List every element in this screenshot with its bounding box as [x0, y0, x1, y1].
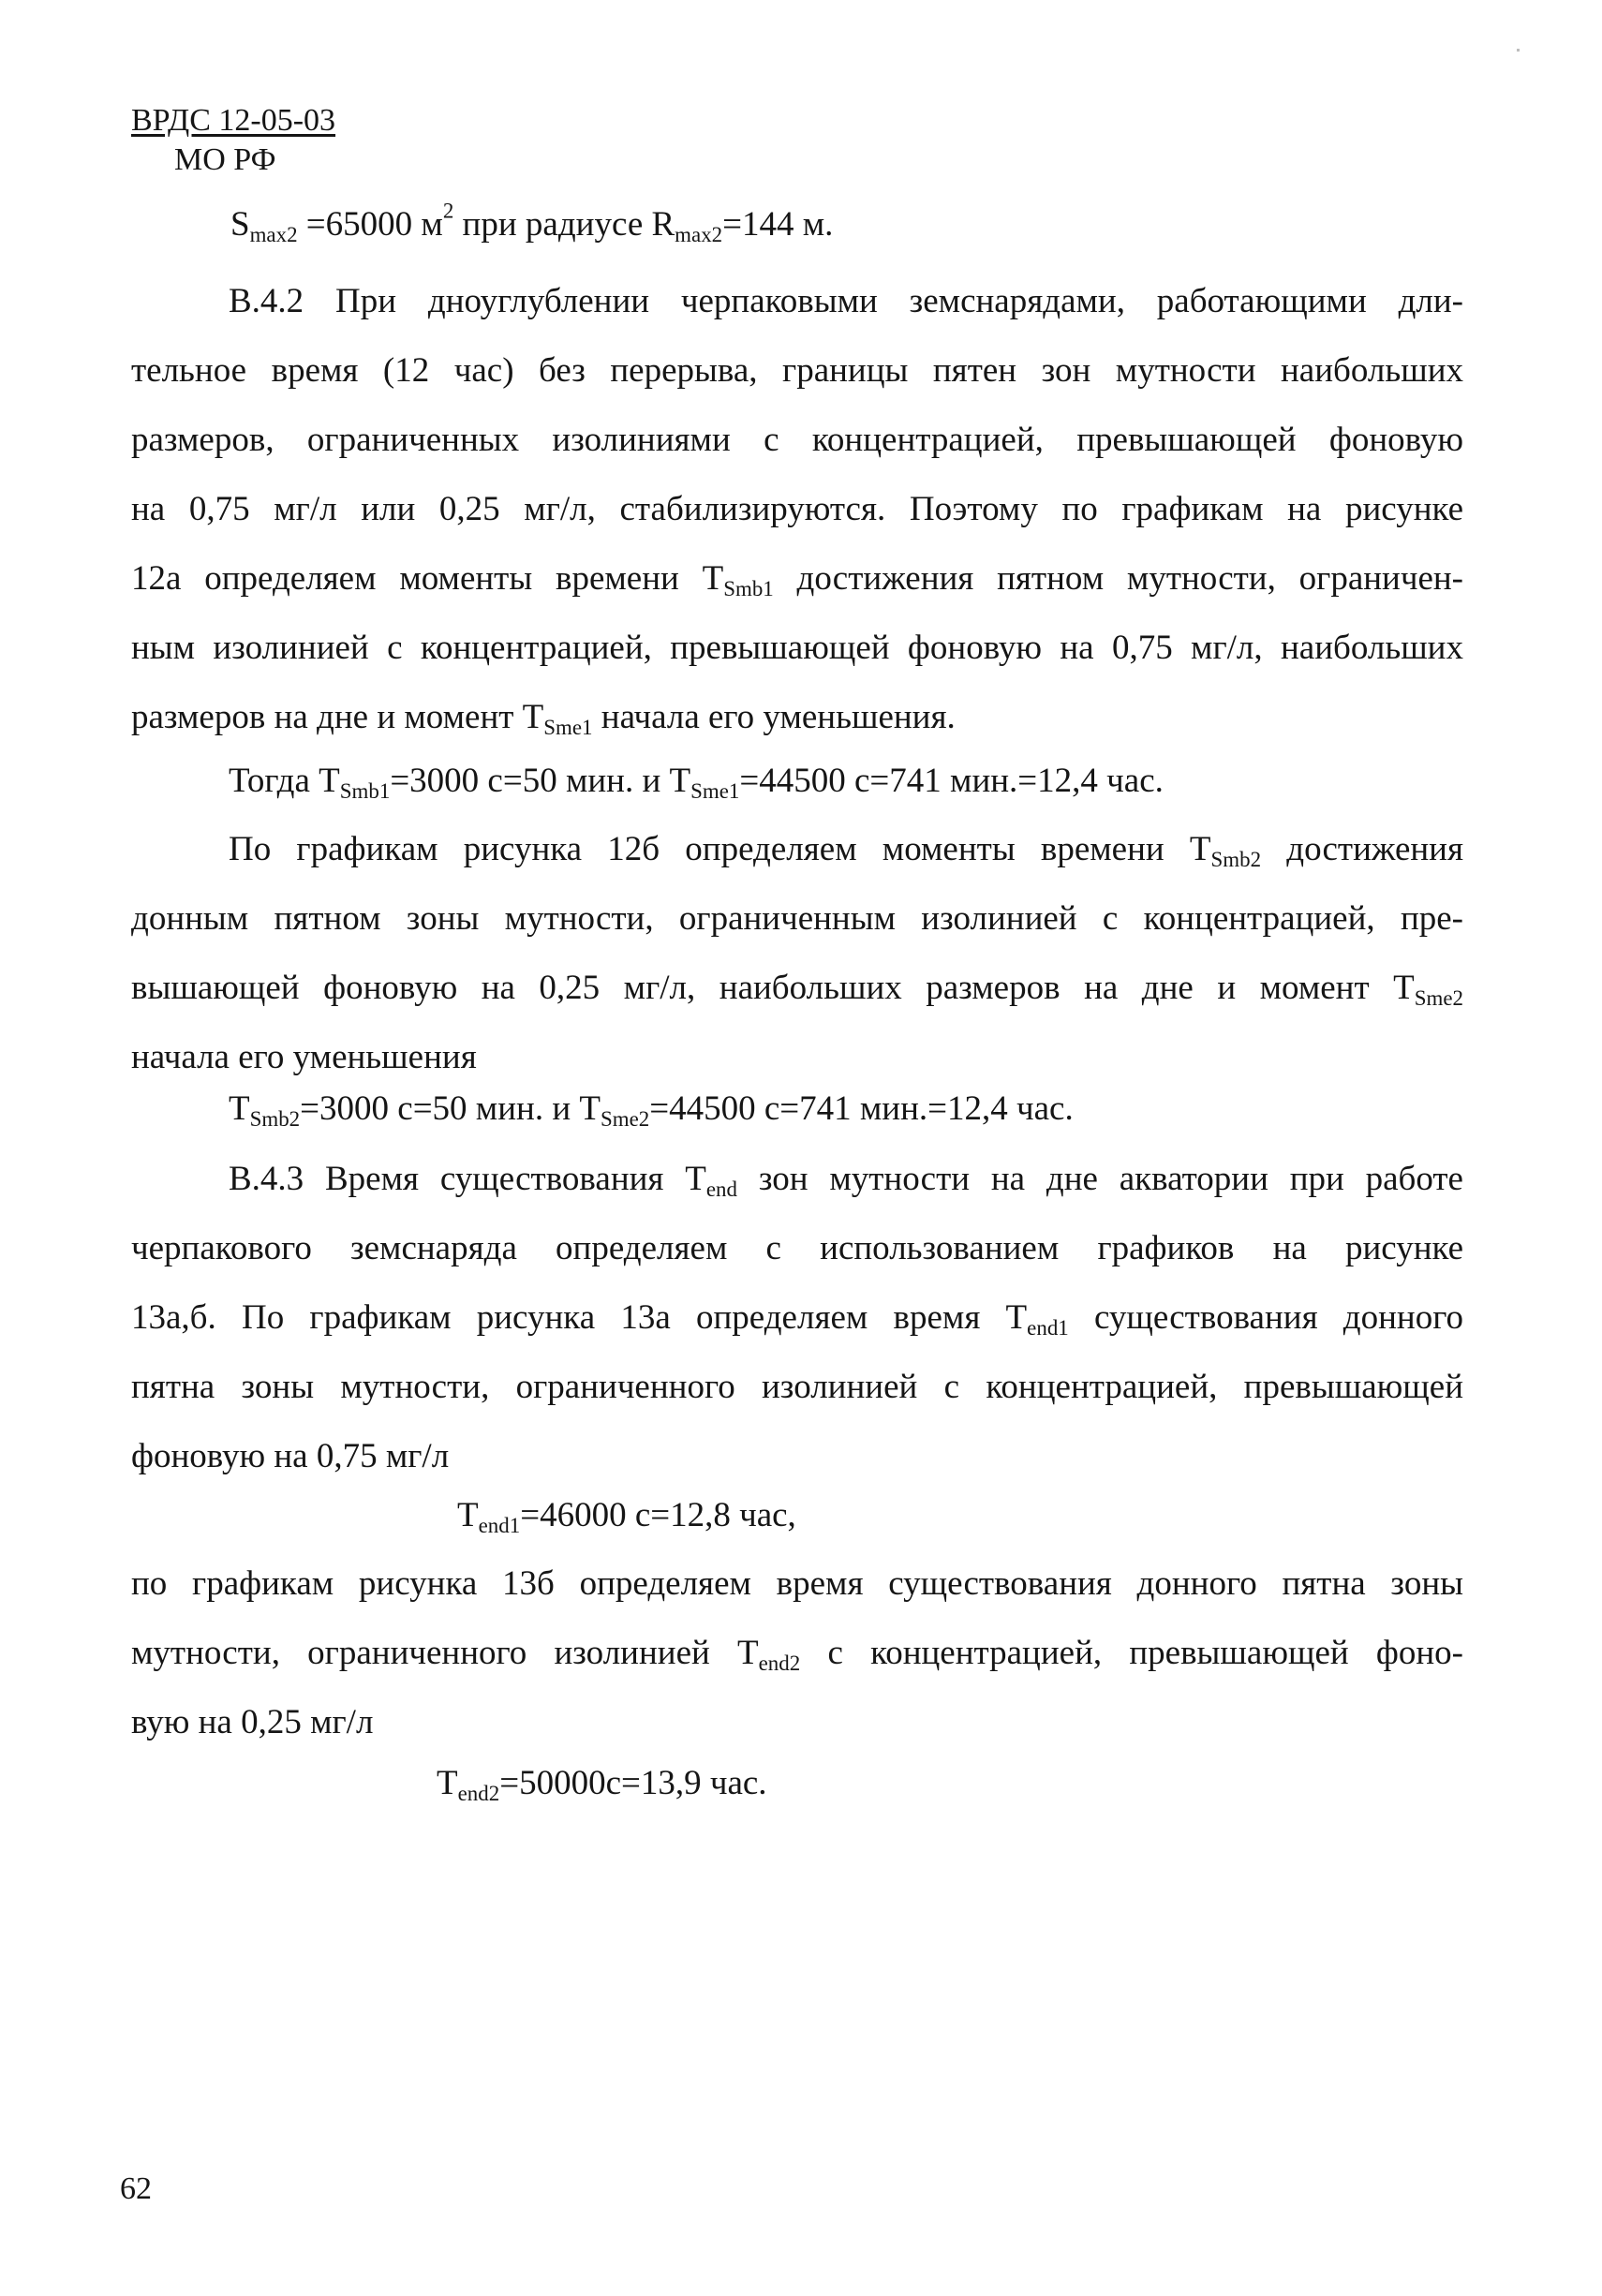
- paragraph-fig13b: по графикам рисунка 13б определяем время существования донного пятна зоны мутности, ограниченного изолинией $T_{end2}$ с концентрацией, превышающей фоно- вую на 0,25 мг/л: [131, 1564, 1464, 1741]
- equation-tend2: $T_{end2}=50000с=13,9$ час.: [437, 1764, 767, 1805]
- paragraph-b43: В.4.3 Время существования $T_{end}$ зон мутности на дне акватории при работе черпакового земснаряда определяем с использованием графиков на рисунке 13а,б. По графикам рисунка 13а определяем время $T_{end1}$ существования донного пятна зоны мутности, ограниченного изолинией с концентрацией, превышающей фоновую на 0,75 мг/л: [131, 1145, 1463, 1491]
- result-line-1: Тогда $T_{Smb1}=3000$ с=50 мин. и $T_{Sme1}=44500$ с=741 мин.=12,4 час.: [229, 762, 1164, 803]
- result-line-2: $T_{Smb2}=3000$ с=50 мин. и $T_{Sme2}=44500$ с=741 мин.=12,4 час.: [229, 1089, 1074, 1131]
- paragraph-b42-line5: 12а определяем моменты времени $T_{Smb1}$ достижения пятном мутности, ограничен-: [131, 559, 1464, 600]
- paragraph-fig13b-line2: мутности, ограниченного изолинией $T_{end2}$ с концентрацией, превышающей фоно-: [131, 1634, 1464, 1675]
- paragraph-b43-line1: В.4.3 Время существования $T_{end}$ зон мутности на дне акватории при работе: [229, 1160, 1463, 1201]
- document-organization: МО РФ: [174, 142, 276, 177]
- paragraph-b42-line7: размеров на дне и момент $T_{Sme1}$ начала его уменьшения.: [131, 698, 956, 739]
- paragraph-fig12b: По графикам рисунка 12б определяем моменты времени $T_{Smb2}$ достижения донным пятном зоны мутности, ограниченным изолинией с концентрацией, пре- вышающей фоновую на 0,25 мг/л, наибольших размеров на дне и момент $T_{Sme2}$ начала его уменьшения: [131, 815, 1463, 1092]
- document-header: [131, 101, 335, 180]
- page-number: 62: [120, 2171, 152, 2206]
- equation-tend1: $T_{end1}=46000$ с=12,8 час,: [457, 1496, 796, 1537]
- document-code: ВРДС 12-05-03: [131, 103, 336, 138]
- smax-line: $S_{max2} =65000$ $м^2$ при радиусе $R_{max2}=144$ м.: [230, 199, 834, 246]
- paragraph-b43-line3: 13а,б. По графикам рисунка 13а определяем время $T_{end1}$ существования донного: [131, 1298, 1463, 1340]
- paragraph-b42: В.4.2 При дноуглублении черпаковыми земснарядами, работающими дли- тельное время (12 час) без перерыва, границы пятен зон мутности наибольших размеров, ограниченных изолиниями с концентрацией, превышающей фоновую на 0,75 мг/л или 0,25 мг/л, стабилизируются. Поэтому по графикам на рисунке 12а определяем моменты времени $T_{Smb1}$ достижения пятном мутности, ограничен- ным изолинией с концентрацией, превышающей фоновую на 0,75 мг/л, наибольших размеров на дне и момент $T_{Sme1}$ начала его уменьшения.: [131, 267, 1463, 752]
- paragraph-fig12b-line1: По графикам рисунка 12б определяем моменты времени $T_{Smb2}$ достижения: [229, 830, 1463, 871]
- paragraph-fig12b-line3: вышающей фоновую на 0,25 мг/л, наибольших размеров на дне и момент $T_{Sme2}$: [131, 969, 1463, 1010]
- scan-speck: [1517, 49, 1520, 52]
